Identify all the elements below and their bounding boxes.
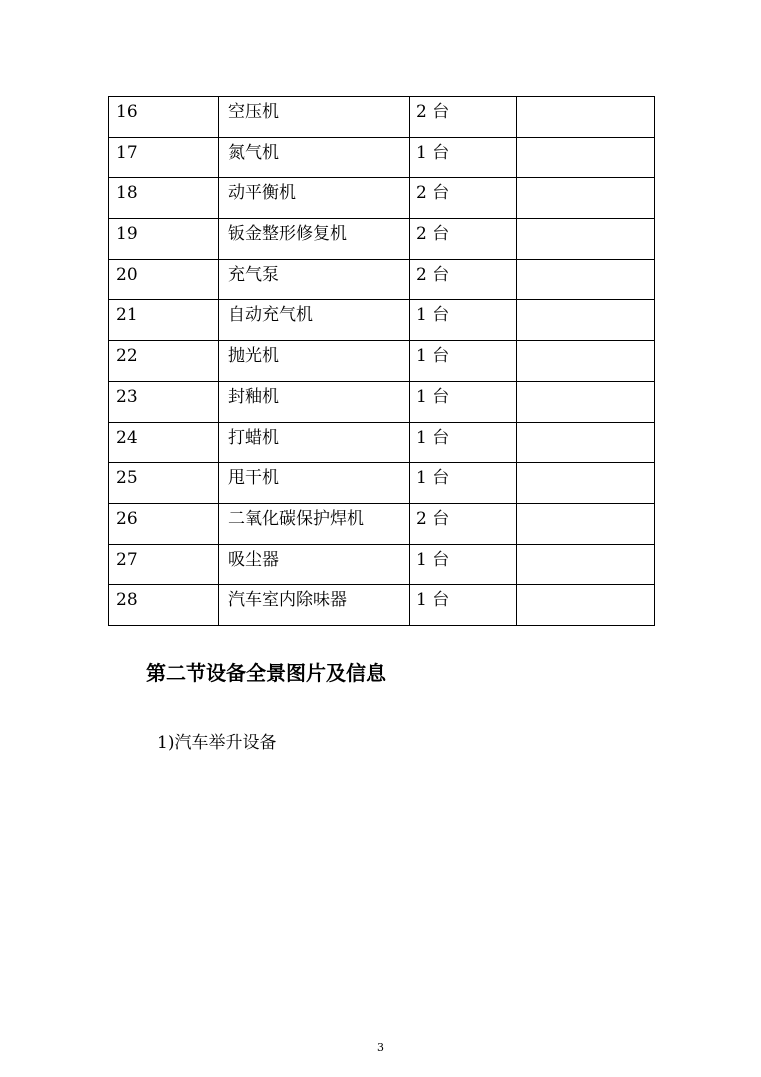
quantity-cell (410, 300, 517, 341)
row-number-cell-text: 21 (116, 305, 138, 326)
page-number: 3 (377, 1041, 384, 1054)
table-row (109, 219, 655, 260)
equipment-name-cell (219, 178, 410, 219)
remarks-cell-text (517, 382, 654, 387)
remarks-cell-text (517, 219, 654, 224)
table-row (109, 137, 655, 178)
equipment-name-cell (219, 341, 410, 382)
remarks-cell (517, 585, 655, 626)
table-row (109, 341, 655, 382)
remarks-cell-text (517, 260, 654, 265)
remarks-cell-text (517, 463, 654, 468)
quantity-cell (410, 585, 517, 626)
row-number-cell-text: 22 (116, 346, 138, 367)
row-number-cell-text: 23 (116, 386, 138, 407)
equipment-name-cell (219, 219, 410, 260)
row-number-cell (109, 422, 219, 463)
row-number-cell-text: 16 (116, 102, 138, 122)
row-number-cell (109, 178, 219, 219)
equipment-name-cell (219, 259, 410, 300)
equipment-name-cell (219, 585, 410, 626)
table-row (109, 422, 655, 463)
remarks-cell (517, 259, 655, 300)
quantity-cell (410, 544, 517, 585)
row-number-cell (109, 463, 219, 504)
table-row (109, 259, 655, 300)
quantity-cell-text: 2 台 (416, 102, 450, 122)
equipment-name-cell (219, 544, 410, 585)
equipment-name-cell (219, 97, 410, 138)
remarks-cell-text (517, 545, 654, 550)
row-number-cell-text: 25 (116, 468, 138, 489)
remarks-cell (517, 178, 655, 219)
table-row (109, 544, 655, 585)
quantity-cell (410, 219, 517, 260)
row-number-cell (109, 381, 219, 422)
remarks-cell (517, 300, 655, 341)
quantity-cell (410, 381, 517, 422)
quantity-cell-text: 2 台 (416, 224, 450, 245)
table-row (109, 381, 655, 422)
quantity-cell-text: 2 台 (416, 508, 450, 529)
remarks-cell (517, 463, 655, 504)
table-row (109, 97, 655, 138)
remarks-cell-text (517, 178, 654, 183)
remarks-cell-text (517, 341, 654, 346)
row-number-cell (109, 585, 219, 626)
remarks-cell (517, 341, 655, 382)
table-row (109, 585, 655, 626)
remarks-cell (517, 381, 655, 422)
equipment-name-cell (219, 381, 410, 422)
row-number-cell-text: 20 (116, 264, 138, 285)
quantity-cell (410, 178, 517, 219)
table-row (109, 463, 655, 504)
remarks-cell (517, 422, 655, 463)
row-number-cell (109, 503, 219, 544)
equipment-name-cell (219, 137, 410, 178)
equipment-name-cell-text: 抛光机 (228, 346, 279, 367)
equipment-name-cell-text: 二氧化碳保护焊机 (228, 508, 364, 529)
subsection-title: 1)汽车举升设备 (157, 733, 277, 753)
row-number-cell-text: 19 (116, 224, 138, 245)
equipment-name-cell-text: 充气泵 (228, 264, 279, 285)
quantity-cell-text: 1 台 (416, 346, 450, 367)
quantity-cell (410, 137, 517, 178)
remarks-cell-text (517, 585, 654, 590)
remarks-cell (517, 544, 655, 585)
equipment-name-cell-text: 汽车室内除味器 (228, 590, 347, 611)
row-number-cell (109, 341, 219, 382)
row-number-cell (109, 97, 219, 138)
remarks-cell (517, 503, 655, 544)
row-number-cell (109, 544, 219, 585)
quantity-cell-text: 1 台 (416, 590, 450, 611)
remarks-cell-text (517, 300, 654, 305)
quantity-cell (410, 259, 517, 300)
remarks-cell (517, 97, 655, 138)
quantity-cell (410, 341, 517, 382)
row-number-cell (109, 259, 219, 300)
equipment-name-cell-text: 打蜡机 (228, 427, 279, 448)
quantity-cell (410, 422, 517, 463)
equipment-name-cell (219, 422, 410, 463)
section-heading: 第二节设备全景图片及信息 (146, 661, 386, 685)
quantity-cell-text: 1 台 (416, 468, 450, 489)
row-number-cell-text: 24 (116, 427, 138, 448)
quantity-cell-text: 1 台 (416, 549, 450, 570)
equipment-name-cell-text: 吸尘器 (228, 549, 279, 570)
equipment-table (108, 96, 655, 626)
quantity-cell (410, 503, 517, 544)
table-row (109, 300, 655, 341)
remarks-cell-text (517, 138, 654, 143)
quantity-cell-text: 1 台 (416, 386, 450, 407)
row-number-cell-text: 26 (116, 508, 138, 529)
equipment-name-cell-text: 封釉机 (228, 386, 279, 407)
remarks-cell (517, 219, 655, 260)
row-number-cell (109, 137, 219, 178)
quantity-cell-text: 1 台 (416, 142, 450, 163)
row-number-cell-text: 18 (116, 183, 138, 204)
equipment-name-cell (219, 300, 410, 341)
equipment-name-cell-text: 空压机 (228, 102, 279, 122)
remarks-cell-text (517, 97, 654, 102)
quantity-cell (410, 97, 517, 138)
row-number-cell-text: 17 (116, 142, 138, 163)
equipment-name-cell-text: 动平衡机 (228, 183, 296, 204)
equipment-name-cell-text: 钣金整形修复机 (228, 224, 347, 245)
remarks-cell-text (517, 504, 654, 509)
quantity-cell-text: 2 台 (416, 183, 450, 204)
quantity-cell (410, 463, 517, 504)
equipment-table-body (109, 97, 655, 626)
table-row (109, 178, 655, 219)
row-number-cell-text: 27 (116, 549, 138, 570)
equipment-name-cell-text: 氮气机 (228, 142, 279, 163)
quantity-cell-text: 2 台 (416, 264, 450, 285)
row-number-cell (109, 300, 219, 341)
row-number-cell-text: 28 (116, 590, 138, 611)
equipment-name-cell-text: 甩干机 (228, 468, 279, 489)
quantity-cell-text: 1 台 (416, 427, 450, 448)
remarks-cell-text (517, 423, 654, 428)
quantity-cell-text: 1 台 (416, 305, 450, 326)
table-row (109, 503, 655, 544)
row-number-cell (109, 219, 219, 260)
equipment-name-cell (219, 503, 410, 544)
equipment-name-cell (219, 463, 410, 504)
remarks-cell (517, 137, 655, 178)
equipment-name-cell-text: 自动充气机 (228, 305, 313, 326)
